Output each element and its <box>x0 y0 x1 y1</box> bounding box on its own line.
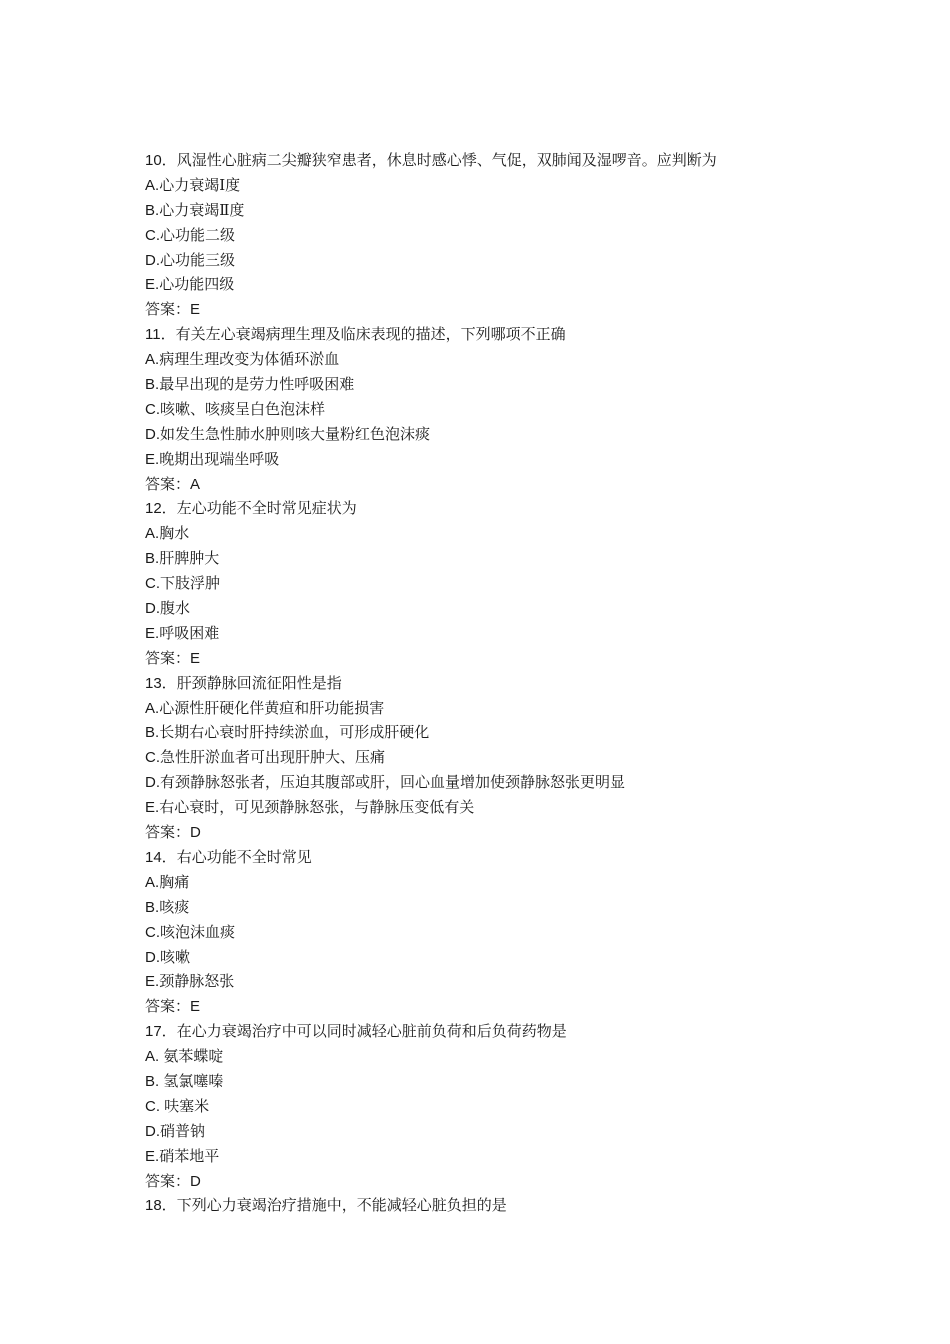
answer-option <box>145 272 905 297</box>
answer-option <box>145 920 905 945</box>
answer-option <box>145 770 905 795</box>
answer-label: 答案： <box>145 1171 191 1190</box>
document-page <box>145 148 905 1218</box>
option-text: 咳嗽 <box>160 947 191 966</box>
option-letter: B. <box>145 1072 164 1090</box>
answer-label: 答案： <box>145 997 191 1016</box>
answer-option <box>145 969 905 994</box>
option-text: 心源性肝硬化伴黄疸和肝功能损害 <box>159 698 385 717</box>
answer-option <box>145 795 905 820</box>
answer-option <box>145 745 905 770</box>
option-text: 最早出现的是劳力性呼吸困难 <box>159 375 355 394</box>
option-text: 晚期出现端坐呼吸 <box>159 449 280 468</box>
answer-option <box>145 248 905 273</box>
answer-option <box>145 447 905 472</box>
option-letter: D. <box>145 600 160 618</box>
question-block <box>145 322 905 496</box>
option-text: 呼吸困难 <box>159 623 220 642</box>
option-letter: C. <box>145 226 160 244</box>
option-text: 长期右心衰时肝持续淤血，可形成肝硬化 <box>159 723 430 742</box>
answer-option <box>145 397 905 422</box>
answer-option <box>145 173 905 198</box>
question-stem <box>145 1193 905 1218</box>
question-text: 下列心力衰竭治疗措施中，不能减轻心脏负担的是 <box>176 1196 507 1215</box>
question-text: 风湿性心脏病二尖瓣狭窄患者，休息时感心悸、气促，双肺闻及湿啰音。应判断为 <box>176 151 717 169</box>
answer-option <box>145 720 905 745</box>
question-text: 肝颈静脉回流征阳性是指 <box>176 673 342 692</box>
question-text: 右心功能不全时常见 <box>176 847 312 866</box>
question-number: 14． <box>145 848 177 866</box>
option-letter: C. <box>145 1097 165 1115</box>
option-letter: E. <box>145 276 160 294</box>
question-number: 12． <box>145 500 177 518</box>
option-letter: E. <box>145 799 160 817</box>
answer-line <box>145 472 905 497</box>
option-text: 氢氯噻嗪 <box>163 1071 224 1090</box>
option-letter: B. <box>145 201 160 219</box>
option-letter: E. <box>145 973 160 991</box>
answer-option <box>145 621 905 646</box>
question-block <box>145 1193 905 1218</box>
option-text: 心力衰竭Ⅰ度 <box>159 175 241 194</box>
answer-option <box>145 945 905 970</box>
answer-line <box>145 820 905 845</box>
answer-option <box>145 1069 905 1094</box>
answer-option <box>145 198 905 223</box>
option-letter: B. <box>145 550 160 568</box>
option-letter: D. <box>145 948 160 966</box>
answer-option <box>145 1119 905 1144</box>
answer-option <box>145 696 905 721</box>
option-letter: D. <box>145 251 160 269</box>
answer-value: E <box>190 649 201 667</box>
answer-line <box>145 994 905 1019</box>
question-block <box>145 496 905 670</box>
option-text: 心功能四级 <box>159 275 235 294</box>
question-text: 在心力衰竭治疗中可以同时减轻心脏前负荷和后负荷药物是 <box>176 1022 567 1041</box>
question-stem <box>145 496 905 521</box>
option-text: 下肢浮肿 <box>160 574 221 593</box>
answer-value: A <box>190 475 201 493</box>
answer-option <box>145 1144 905 1169</box>
question-block <box>145 148 905 322</box>
answer-option <box>145 422 905 447</box>
option-letter: A. <box>145 873 160 891</box>
answer-label: 答案： <box>145 823 191 842</box>
question-number: 13． <box>145 674 177 692</box>
option-text: 右心衰时，可见颈静脉怒张，与静脉压变低有关 <box>159 798 475 817</box>
option-letter: A. <box>145 1048 164 1066</box>
option-text: 有颈静脉怒张者，压迫其腹部或肝，回心血量增加使颈静脉怒张更明显 <box>160 773 626 792</box>
option-text: 咳痰 <box>159 897 190 916</box>
question-block <box>145 1019 905 1193</box>
question-block <box>145 671 905 845</box>
question-text: 有关左心衰竭病理生理及临床表现的描述，下列哪项不正确 <box>175 325 566 344</box>
option-letter: A. <box>145 351 160 369</box>
option-letter: D. <box>145 425 160 443</box>
option-text: 腹水 <box>160 599 191 618</box>
option-letter: C. <box>145 400 160 418</box>
option-text: 如发生急性肺水肿则咳大量粉红色泡沫痰 <box>160 424 431 443</box>
answer-line <box>145 646 905 671</box>
option-letter: D. <box>145 1122 160 1140</box>
option-letter: C. <box>145 749 160 767</box>
answer-value: E <box>190 301 201 319</box>
answer-option <box>145 1094 905 1119</box>
option-text: 心功能二级 <box>160 225 236 244</box>
option-text: 硝普钠 <box>160 1121 206 1140</box>
answer-option <box>145 347 905 372</box>
answer-value: D <box>190 824 201 842</box>
option-letter: D. <box>145 774 160 792</box>
answer-value: E <box>190 998 201 1016</box>
answer-label: 答案： <box>145 300 191 319</box>
option-letter: C. <box>145 575 160 593</box>
option-text: 硝苯地平 <box>159 1146 220 1165</box>
option-text: 病理生理改变为体循环淤血 <box>159 350 340 369</box>
option-letter: E. <box>145 450 160 468</box>
option-text: 肝脾肿大 <box>159 549 220 568</box>
option-letter: E. <box>145 624 160 642</box>
answer-option <box>145 372 905 397</box>
answer-value: D <box>190 1172 201 1190</box>
answer-option <box>145 546 905 571</box>
answer-label: 答案： <box>145 474 191 493</box>
option-letter: A. <box>145 176 160 194</box>
option-text: 急性肝淤血者可出现肝肿大、压痛 <box>160 748 386 767</box>
option-text: 心力衰竭Ⅱ度 <box>159 200 245 219</box>
option-text: 氨苯蝶啶 <box>163 1047 224 1066</box>
question-stem <box>145 845 905 870</box>
answer-option <box>145 870 905 895</box>
answer-label: 答案： <box>145 648 191 667</box>
option-letter: B. <box>145 724 160 742</box>
question-number: 10． <box>145 152 177 169</box>
option-text: 心功能三级 <box>160 250 236 269</box>
question-stem <box>145 148 905 173</box>
option-letter: E. <box>145 1147 160 1165</box>
option-text: 咳泡沫血痰 <box>160 922 236 941</box>
answer-line <box>145 1169 905 1194</box>
option-letter: B. <box>145 376 160 394</box>
question-stem <box>145 322 905 347</box>
question-block <box>145 845 905 1019</box>
answer-option <box>145 223 905 248</box>
answer-option <box>145 571 905 596</box>
option-letter: C. <box>145 923 160 941</box>
answer-line <box>145 297 905 322</box>
answer-option <box>145 895 905 920</box>
question-stem <box>145 1019 905 1044</box>
question-number: 17． <box>145 1023 177 1041</box>
question-stem <box>145 671 905 696</box>
question-number: 11． <box>145 326 176 344</box>
option-letter: A. <box>145 699 160 717</box>
option-letter: B. <box>145 898 160 916</box>
option-letter: A. <box>145 525 160 543</box>
option-text: 颈静脉怒张 <box>159 972 235 991</box>
answer-option <box>145 596 905 621</box>
option-text: 呋塞米 <box>164 1096 210 1115</box>
option-text: 胸水 <box>159 524 190 543</box>
question-text: 左心功能不全时常见症状为 <box>176 499 357 518</box>
option-text: 胸痛 <box>159 872 190 891</box>
answer-option <box>145 1044 905 1069</box>
option-text: 咳嗽、咳痰呈白色泡沫样 <box>160 399 326 418</box>
question-number: 18． <box>145 1197 177 1215</box>
answer-option <box>145 521 905 546</box>
